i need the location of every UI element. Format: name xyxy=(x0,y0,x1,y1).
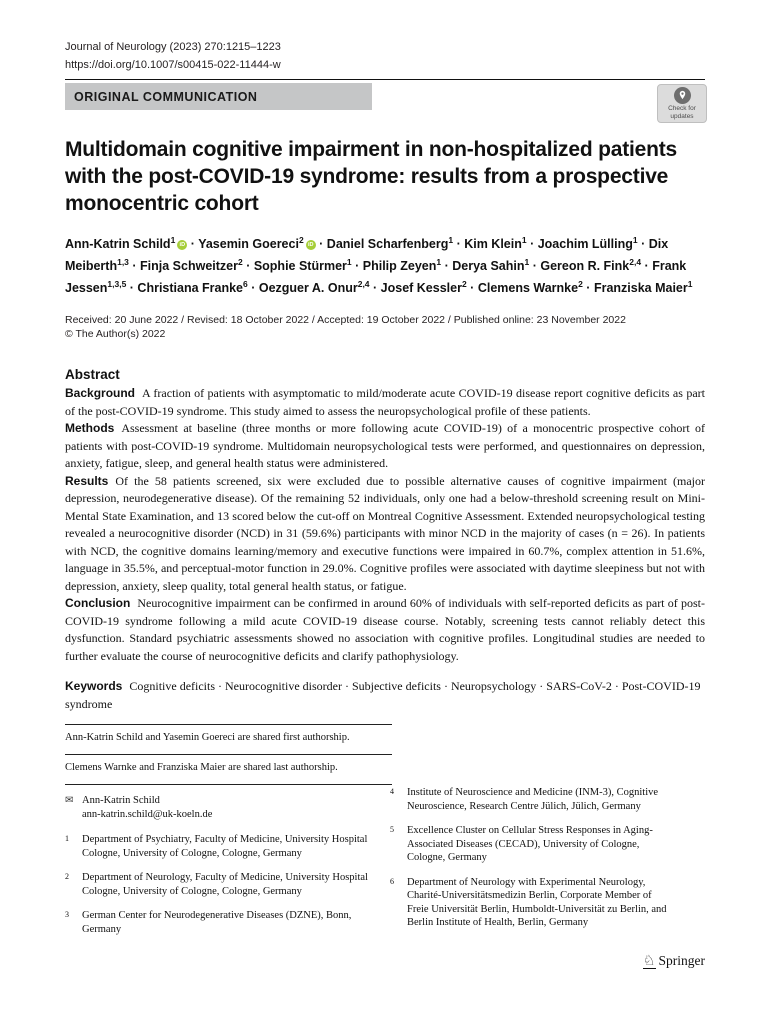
affiliations-right xyxy=(390,786,675,930)
author-separator: · xyxy=(641,259,653,274)
publisher-logo xyxy=(643,953,705,969)
affiliation-item xyxy=(390,786,675,813)
affiliation-number: 6 xyxy=(390,876,394,886)
author-separator: · xyxy=(369,281,381,296)
affiliation-number: 5 xyxy=(390,825,394,834)
abstract-section: Conclusion Neurocognitive impairment can be confirmed in around 60% of individuals with self-reported deficits as part of post-COVID-19 syndrome following a mild acute COVID-19 disease course. Notably, screening tests cannot reliably detect this dysfunction. Standard psychiatric assessments showed no association with cognitive profiles. Longitudinal studies are needed to further evaluate the course of neurocognitive deficits and clarify pathophysiology. xyxy=(65,596,705,663)
copyright-line: © The Author(s) 2022 xyxy=(65,328,166,341)
correspondence-block xyxy=(65,794,392,822)
shared-last-authorship-note: Clemens Warnke and Franziska Maier are shared last authorship. xyxy=(65,762,338,773)
affiliation-number: 2 xyxy=(65,872,69,881)
abstract-section-label: Conclusion xyxy=(65,596,131,611)
abstract-body xyxy=(65,385,705,665)
author-separator: · xyxy=(466,281,478,296)
abstract-section: Background A fraction of patients with asymptomatic to mild/moderate acute COVID-19 disease report cognitive deficits as part of the post-COVID-19 syndrome. This study aimed to assess the neuropsychological profile of these patients. xyxy=(65,386,705,418)
author-separator: · xyxy=(441,259,453,274)
author-name: Philip Zeyen$^1$ xyxy=(362,257,442,274)
author-separator: · xyxy=(526,237,538,252)
author-name: Clemens Warnke$^2$ xyxy=(477,279,583,296)
abstract-section: Methods Assessment at baseline (three months or more following acute COVID-19) of a monocentric prospective cohort of patients with post-COVID-19 syndrome. Multidomain neuropsychological tests were performed, and questionnaires on depression, anxiety, fatigue, sleep, and general health status were administered. xyxy=(65,421,705,471)
author-separator: · xyxy=(242,259,254,274)
author-name: Yasemin Goereci$^2$ xyxy=(198,235,304,252)
shared-first-authorship-note: Ann-Katrin Schild and Yasemin Goereci are shared first authorship. xyxy=(65,732,350,743)
abstract-section-label: Results xyxy=(65,473,109,488)
affiliation-number: 3 xyxy=(65,910,69,919)
affiliation-text: Department of Psychiatry, Faculty of Medicine, University Hospital Cologne, University of Cologne, Cologne, Germany xyxy=(82,834,368,859)
author-separator: · xyxy=(453,237,465,252)
author-separator: · xyxy=(128,259,141,274)
author-list xyxy=(65,231,705,297)
header-divider xyxy=(65,79,705,80)
correspondence-text xyxy=(82,794,212,822)
author-name: Finja Schweitzer$^2$ xyxy=(140,257,243,274)
author-separator: · xyxy=(187,237,199,252)
affiliation-item xyxy=(65,909,392,936)
abstract-section-label: Methods xyxy=(65,421,115,436)
affiliation-text: Department of Neurology with Experimental Neurology, Charité-Universitätsmedizin Berlin, Corporate Member of Freie Universität Berlin, Humboldt-Universität zu Berlin, and Berlin Institute of Health, Berlin, Germany xyxy=(407,876,667,928)
author-separator: · xyxy=(582,281,594,296)
author-name: Franziska Maier$^1$ xyxy=(593,279,693,296)
main-content xyxy=(65,0,705,713)
author-name: Dix Meiberth$^{1,3}$ xyxy=(65,237,669,274)
affiliation-text: German Center for Neurodegenerative Diseases (DZNE), Bonn, Germany xyxy=(82,910,352,935)
corresponding-author-name: Ann-Katrin Schild xyxy=(82,795,160,806)
footnotes-left-column xyxy=(65,724,392,936)
abstract-section-label: Background xyxy=(65,386,136,401)
footnotes-right-column xyxy=(390,786,675,941)
dates-line: Received: 20 June 2022 / Revised: 18 October 2022 / Accepted: 19 October 2022 / Published online: 23 November 2022 xyxy=(65,314,626,327)
author-name: Josef Kessler$^2$ xyxy=(380,279,467,296)
affiliations-left xyxy=(65,833,392,936)
author-separator: · xyxy=(351,259,363,274)
author-name: Ann-Katrin Schild$^1$ xyxy=(65,235,176,252)
affiliation-item xyxy=(390,824,675,865)
affiliation-item xyxy=(65,871,392,898)
keywords-line xyxy=(65,678,705,713)
author-name: Joachim Lülling$^1$ xyxy=(537,235,638,252)
affiliation-item xyxy=(65,833,392,860)
affiliation-number: 4 xyxy=(390,787,394,796)
abstract-section: Results Of the 58 patients screened, six were excluded due to possible alternative causes of cognitive impairment (major depression, neurodegenerative disease). Of the remaining 52 individuals, only one had a below-threshold screening result on Mini-Mental State Examination, and 13 scored below the cut-off on Montreal Cognitive Assessment. Extended neuropsychological testing revealed a neurocognitive disorder (NCD) in 31 (59.6%) participants with minor NCD in the majority of cases (n = 26). In patients with NCD, the cognitive domains learning/memory and executive functions were impaired in 60.7%, complex attention in 51.6%, language in 35.5%, and perceptual-motor function in 29.0%. Cognitive profiles were associated with daytime sleepiness but not with depression, anxiety, sleep quality, total general health status, or fatigue. xyxy=(65,473,705,593)
envelope-icon: ✉ xyxy=(65,795,74,806)
affiliation-text: Institute of Neuroscience and Medicine (INM-3), Cognitive Neuroscience, Research Centre Jülich, Jülich, Germany xyxy=(407,787,659,812)
publisher-name: Springer xyxy=(658,953,705,968)
author-name: Derya Sahin$^1$ xyxy=(452,257,530,274)
keywords-text: Cognitive deficits · Neurocognitive disorder · Subjective deficits · Neuropsychology · SARS-CoV-2 · Post-COVID-19 syndrome xyxy=(65,679,701,711)
author-name: Frank Jessen$^{1,3,5}$ xyxy=(65,259,687,296)
author-name: Sophie Stürmer$^1$ xyxy=(253,257,352,274)
orcid-icon[interactable]: iD xyxy=(306,240,316,250)
article-title: Multidomain cognitive impairment in non-hospitalized patients with the post-COVID-19 syndrome: results from a prospective monocentric cohort xyxy=(65,138,677,215)
author-separator: · xyxy=(247,281,259,296)
author-name: Gereon R. Fink$^{2,4}$ xyxy=(540,257,642,274)
article-type-badge: ORIGINAL COMMUNICATION xyxy=(65,83,372,110)
doi-link[interactable]: https://doi.org/10.1007/s00415-022-11444-w xyxy=(65,59,281,71)
orcid-icon[interactable]: iD xyxy=(177,240,187,250)
springer-horse-icon: ♘ xyxy=(642,952,656,969)
affiliation-text: Department of Neurology, Faculty of Medicine, University Hospital Cologne, University of Cologne, Cologne, Germany xyxy=(82,872,368,897)
author-name: Daniel Scharfenberg$^1$ xyxy=(326,235,454,252)
author-separator: · xyxy=(315,237,327,252)
footnote-divider xyxy=(65,784,392,785)
author-separator: · xyxy=(126,281,138,296)
journal-reference: Journal of Neurology (2023) 270:1215–1223 xyxy=(65,41,281,53)
keywords-label: Keywords xyxy=(65,679,123,694)
author-name: Kim Klein$^1$ xyxy=(464,235,527,252)
check-badge-label: Check for updates xyxy=(668,105,696,120)
author-separator: · xyxy=(637,237,649,252)
author-name: Oezguer A. Onur$^{2,4}$ xyxy=(258,279,370,296)
affiliation-number: 1 xyxy=(65,834,69,843)
abstract-heading: Abstract xyxy=(65,367,120,383)
affiliation-text: Excellence Cluster on Cellular Stress Responses in Aging-Associated Diseases (CECAD), University of Cologne, Cologne, Germany xyxy=(407,825,653,863)
corresponding-author-email[interactable]: ann-katrin.schild@uk-koeln.de xyxy=(82,809,213,820)
author-separator: · xyxy=(529,259,541,274)
affiliation-item xyxy=(390,876,675,930)
author-name: Christiana Franke$^6$ xyxy=(137,279,248,296)
